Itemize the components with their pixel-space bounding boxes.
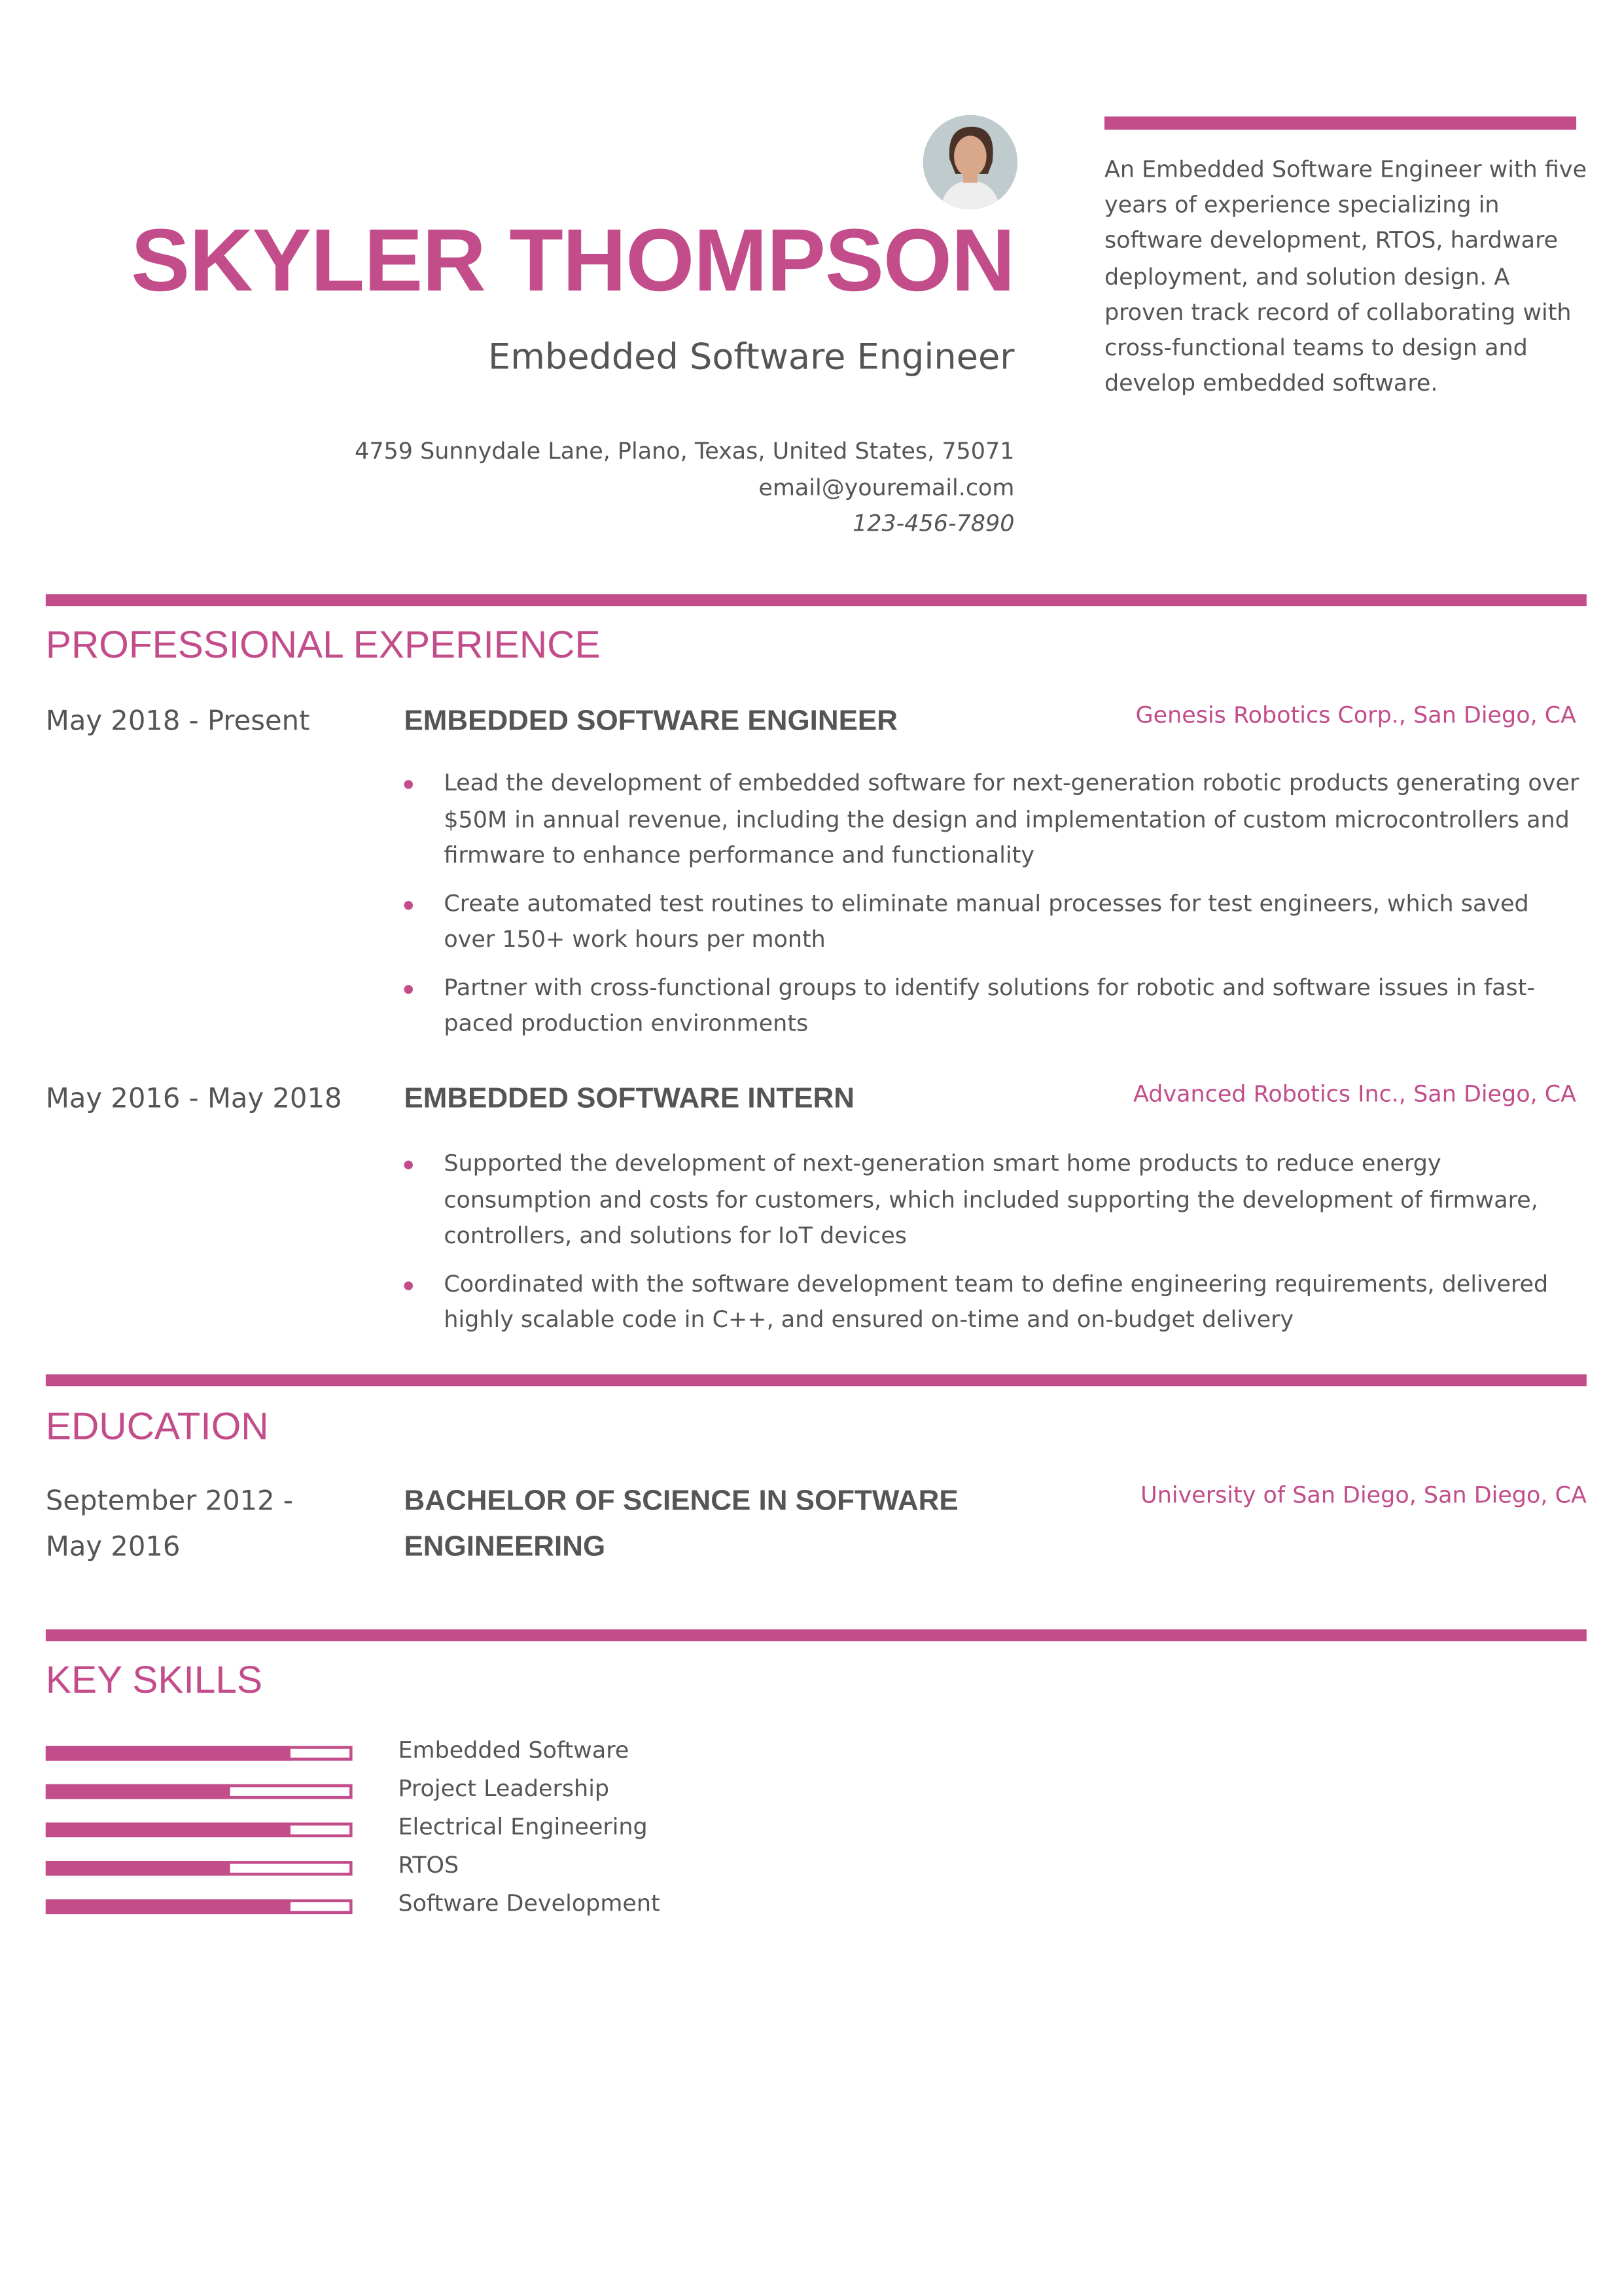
section-heading-experience: PROFESSIONAL EXPERIENCE: [45, 622, 601, 667]
skill-level-bar: [46, 1746, 353, 1761]
section-heading-education: EDUCATION: [45, 1404, 269, 1449]
section-divider: [46, 594, 1587, 606]
profile-photo: [923, 115, 1017, 209]
job-bullets: [404, 766, 1583, 1054]
bullet-text: Supported the development of next-generation smart home products to reduce energy consumption and costs for customers, which included supporting the development of firmware, controllers, and solutions for IoT devices: [444, 1150, 1538, 1249]
skill-label: Embedded Software: [398, 1737, 629, 1764]
summary-divider: [1104, 116, 1576, 130]
section-divider: [46, 1629, 1587, 1641]
summary-text: An Embedded Software Engineer with five years of experience specializing in software development, RTOS, hardware deployment, and solution design. A proven track record of collaborating with cross-functional teams to design and develop embedded software.: [1104, 156, 1587, 397]
bullet-item: [404, 885, 1583, 957]
skill-label: Software Development: [398, 1890, 660, 1917]
bullet-dot-icon: [404, 1161, 413, 1170]
education-dates: September 2012 - May 2016: [45, 1486, 293, 1563]
skill-level-bar: [46, 1784, 353, 1799]
bullet-dot-icon: [404, 1280, 413, 1290]
bullet-item: [404, 1146, 1583, 1254]
section-heading-skills: KEY SKILLS: [45, 1657, 263, 1702]
skill-label: RTOS: [398, 1852, 459, 1879]
bullet-text: Partner with cross-functional groups to identify solutions for robotic and software issues in fast-paced production environments: [444, 974, 1536, 1037]
job-company: Advanced Robotics Inc., San Diego, CA: [1133, 1080, 1577, 1108]
skill-level-bar: [46, 1861, 353, 1876]
bullet-text: Coordinated with the software development team to define engineering requirements, delivered highly scalable code in C++, and ensured on-time and on-budget delivery: [444, 1270, 1549, 1333]
education-degree: BACHELOR OF SCIENCE IN SOFTWARE ENGINEERING: [404, 1485, 959, 1563]
bullet-dot-icon: [404, 984, 413, 993]
candidate-name: SKYLER THOMPSON: [131, 211, 1015, 310]
skill-bar-fill: [46, 1784, 230, 1799]
job-title: Embedded Software Engineer: [488, 336, 1015, 378]
skill-bar-fill: [46, 1899, 291, 1915]
bullet-dot-icon: [404, 900, 413, 910]
job-dates: May 2016 - May 2018: [45, 1084, 342, 1115]
skill-level-bar: [46, 1899, 353, 1915]
bullet-dot-icon: [404, 780, 413, 789]
bullet-item: [404, 766, 1583, 874]
bullet-item: [404, 970, 1583, 1042]
job-dates: May 2018 - Present: [45, 706, 310, 737]
job-bullets: [404, 1146, 1583, 1350]
job-company: Genesis Robotics Corp., San Diego, CA: [1135, 701, 1577, 729]
address: 4759 Sunnydale Lane, Plano, Texas, United States, 75071: [355, 438, 1015, 465]
section-divider: [46, 1374, 1587, 1386]
skill-bar-fill: [46, 1822, 291, 1837]
skill-bar-fill: [46, 1746, 291, 1761]
bullet-text: Lead the development of embedded software for next-generation robotic products generating over $50M in annual revenue, including the design and implementation of custom microcontrollers and firmware to enhance performance and functionality: [444, 769, 1579, 869]
skill-label: Project Leadership: [398, 1775, 610, 1802]
bullet-text: Create automated test routines to eliminate manual processes for test engineers, which saved over 150+ work hours per month: [444, 890, 1529, 953]
job-role: EMBEDDED SOFTWARE INTERN: [404, 1082, 855, 1115]
skill-level-bar: [46, 1822, 353, 1837]
bullet-item: [404, 1266, 1583, 1338]
phone: 123-456-7890: [853, 510, 1015, 537]
skill-label: Electrical Engineering: [398, 1813, 648, 1841]
skill-bar-fill: [46, 1861, 230, 1876]
job-role: EMBEDDED SOFTWARE ENGINEER: [404, 705, 898, 737]
person-icon: [923, 115, 1017, 209]
email[interactable]: email@youremail.com: [758, 474, 1015, 502]
education-school: University of San Diego, San Diego, CA: [1140, 1481, 1587, 1509]
